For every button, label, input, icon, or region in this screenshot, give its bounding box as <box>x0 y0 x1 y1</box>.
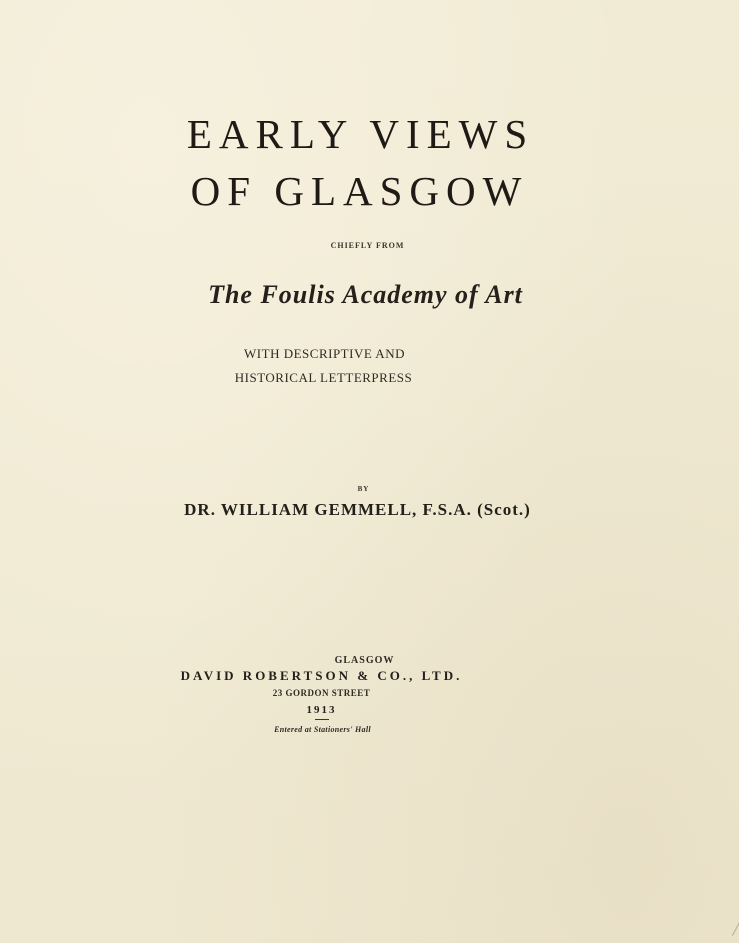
publication-year: 1913 <box>306 704 337 716</box>
title-line-1: EARLY VIEWS <box>186 111 535 157</box>
subtitle-line-2: HISTORICAL LETTERPRESS <box>234 370 413 385</box>
stationers-hall-note: Entered at Stationers' Hall <box>274 725 371 734</box>
chiefly-from-label: CHIEFLY FROM <box>330 241 405 250</box>
publisher-city: GLASGOW <box>334 655 395 666</box>
year-divider <box>315 719 329 720</box>
subtitle-line-1: WITH DESCRIPTIVE AND <box>244 346 405 361</box>
by-label: BY <box>357 485 370 493</box>
title-line-2: OF GLASGOW <box>190 168 529 214</box>
academy-name: The Foulis Academy of Art <box>208 280 523 309</box>
author-name: DR. WILLIAM GEMMELL, F.S.A. (Scot.) <box>184 500 531 519</box>
publisher-street: 23 GORDON STREET <box>272 688 371 698</box>
page-edge-mark <box>726 918 739 936</box>
publisher-name: DAVID ROBERTSON & CO., LTD. <box>180 668 463 683</box>
